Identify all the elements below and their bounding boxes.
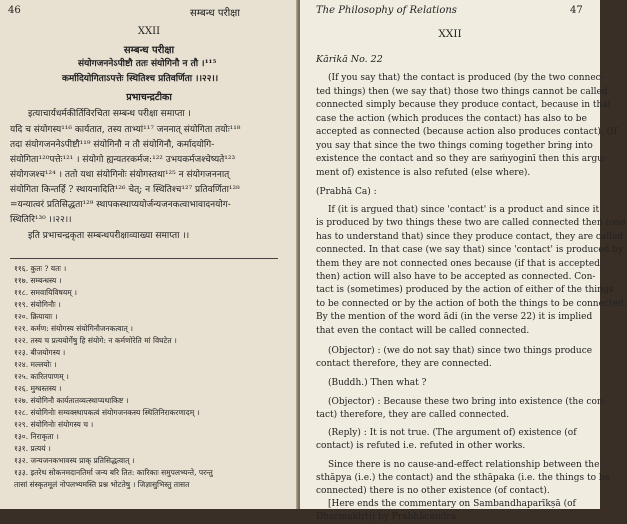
commentary-line: यदि च संयोगस्य¹¹⁶ कार्यतात, तस्य ताभ्यां¹¹⁷ जननात् संयोगिता तयोः¹¹⁸ <box>10 125 241 135</box>
footnote: १२५. कारितपाणम् । <box>14 372 69 381</box>
translation-line: ted things) then (we say that) those two things cannot be called <box>316 87 608 97</box>
conclusion-line: sthāpya (i.e.) the contact) and the sthāpaka (i.e. the things to be <box>316 473 610 483</box>
translation-line: connected simply because they produce contact, because in that <box>316 100 612 110</box>
closing-line: [Here ends the commentary on Sambandhaparīkṣā (of <box>328 499 576 509</box>
commentary-line: If (it is argued that) since 'contact' is a product and since it <box>328 205 600 215</box>
footnote: १३२. जन्यजनकभावस्य प्राक् प्रतिसिद्धत्वात् । <box>14 456 135 465</box>
buddh-line: (Buddh.) Then what ? <box>328 378 427 388</box>
right-page <box>300 0 627 522</box>
footnote: तासां संस्कृतमूलं नोपलभ्यमस्ति प्रश्न भोटतेषु । जिज्ञासुभिस्तु तासत <box>14 480 190 489</box>
objector-line: contact therefore, they are connected. <box>316 359 492 369</box>
reply-line: (Reply) : It is not true. (The argument of) existence (of <box>328 428 577 438</box>
commentary-line: that even the contact will be called connected. <box>316 326 530 336</box>
footnote: १२९. संयोगिनोः संयोगस्य च । <box>14 420 94 429</box>
running-head: सम्बन्ध परीक्षा <box>190 8 240 19</box>
footnote: ११७. सम्बन्धस्य । <box>14 276 62 285</box>
verse-line: कर्मादियोगिताऽपत्तेः स्थितिश्च प्रतिवर्णिता ।।२२।। <box>62 74 219 84</box>
running-head: The Philosophy of Relations <box>316 5 457 16</box>
objector-line: (Objector) : Because these two bring into existence (the con- <box>328 397 606 407</box>
page-number: 47 <box>570 5 583 16</box>
translation-line: existence the contact and so they are saṁyoginī then this argu- <box>316 154 607 164</box>
karika-label: Kārikā No. 22 <box>316 54 383 65</box>
footnote: १२१. कर्मण: संयोगस्य संयोगिनौजनकत्वात् । <box>14 324 134 333</box>
footnote: १२२. तस्य च प्रत्ययोर्गेषु हि संयोगे: न कर्मणोरेति मां विघटेत । <box>14 336 177 345</box>
footnote: १२३. बीजयोगस्य । <box>14 348 66 357</box>
footnote: ११८. समवायिविषयम् । <box>14 288 77 297</box>
prabha-label: (Prabhā Ca) : <box>316 187 377 197</box>
colophon: इति प्रभाचन्द्रकृता सम्बन्धपरीक्षाव्याख्या समाप्ता ।। <box>28 231 190 241</box>
objector-line: (Objector) : (we do not say that) since two things produce <box>328 346 593 356</box>
footnote: १२७. संयोगिनौ कार्यतातव्यत्स्थाप्यथाकिष्ट । <box>14 396 129 405</box>
section-number: XXII <box>137 26 161 37</box>
translation-line: (If you say that) the contact is produced (by the two connec- <box>328 73 604 83</box>
commentary-line: has to understand that) since they produce contact, they are called <box>316 232 624 242</box>
footnote: ११९. संयोगिनौः । <box>14 300 61 309</box>
commentary-line: them they are not connected ones because (if that is accepted <box>316 259 600 269</box>
commentary-line: इत्याचार्यधर्मकीर्तिविरचिता सम्बन्ध परीक्षा समाप्ता । <box>28 109 191 119</box>
commentary-line: connected. In that case (we say that) since 'contact' is produced by <box>316 245 624 255</box>
commentary-line: संयोगिता¹²⁰पत्तेः¹²¹ । संयोगो ह्यन्यतरकर्मज:¹²² उभयकर्मजश्चेष्यते¹²³ <box>10 155 236 165</box>
section-title: सम्बन्ध परीक्षा <box>123 45 175 56</box>
commentary-line: is produced by two things these two are called connected then (one <box>316 218 626 228</box>
footnote: १२०. क्रियायाः । <box>14 312 58 321</box>
footnote: १३३. इतरेथ सोकनमदानतिर्मा जन्य बरि तित: कारिकाः समुपलभ्यन्ते, परन्तु <box>14 468 213 477</box>
objector-line: tact) therefore, they are called connected. <box>316 410 510 420</box>
commentary-line: to be connected or by the action of both the things to be connected. <box>316 299 627 309</box>
footnote: १२८. संयोगिनोः सम्यक्स्थापकत्वं संयोगजनकस्य स्थितिनिराकरणादम् । <box>14 408 200 417</box>
page-number: 46 <box>8 5 21 16</box>
commentary-line: By the mention of the word ādi (in the verse 22) it is implied <box>316 312 593 322</box>
commentary-title: प्रभाचन्द्रटीका <box>126 92 172 103</box>
commentary-line: संयोगजश्च¹²⁴ । ततो यथा संयोगिनोः संयोगस्तथा¹²⁵ न संयोगजननात् <box>10 170 230 180</box>
verse-line: संयोगजननेऽपीष्टौ ततः संयोगिनौ न तौ ।¹¹⁵ <box>78 59 217 69</box>
commentary-line: tact is (sometimes) produced by the action of either of the things <box>316 285 614 295</box>
commentary-line: संयोगिता किन्तर्हि ? स्थायनादिति¹²⁶ चेत्; न स्थितिश्च¹²⁷ प्रतिवर्णिता¹²⁸ <box>10 185 240 195</box>
translation-line: you say that since the two things coming together bring into <box>316 141 593 151</box>
commentary-line: =यन्यात्वरं प्रतिसिद्धता¹²⁹ स्थापकस्थाप्ययोर्जन्यजनकत्वाभावादनयोग- <box>10 200 231 210</box>
footnote: १३०. निराकृता । <box>14 432 59 441</box>
reply-line: contact) is refuted i.e. refuted in other works. <box>316 441 526 451</box>
footnote: ११६. कुतः ? यतः । <box>14 264 67 273</box>
footnote-divider <box>10 258 278 259</box>
footnote: १२६. मुग्धस्तस्य । <box>14 384 62 393</box>
translation-line: accepted as connected (because action also produces contact). (If <box>316 127 618 137</box>
translation-line: ment of) existence is also refuted (else where). <box>316 168 531 178</box>
section-number: XXII <box>438 28 462 40</box>
left-page <box>0 0 298 509</box>
commentary-line: स्थितिरि¹³⁰ ।।२२।। <box>10 215 72 225</box>
commentary-line: then) action will also have to be accepted as connected. Con- <box>316 272 596 282</box>
conclusion-line: Since there is no cause-and-effect relationship between the <box>328 460 600 470</box>
commentary-line: तदा संयोगजननेऽपीष्टौ¹¹⁹ संयोगिनौ न तौ संयोगिनौ, कर्मादयोगि- <box>10 140 215 150</box>
translation-line: case the action (which produces the contact) has also to be <box>316 114 587 124</box>
footnote: १३१. प्रत्ययं । <box>14 444 51 453</box>
closing-line: Dharmakīrti) by Prabhācandra. <box>316 512 459 522</box>
conclusion-line: connected) there is no other existence (of contact). <box>316 486 550 496</box>
footnote: १२४. मल्लयोः । <box>14 360 57 369</box>
